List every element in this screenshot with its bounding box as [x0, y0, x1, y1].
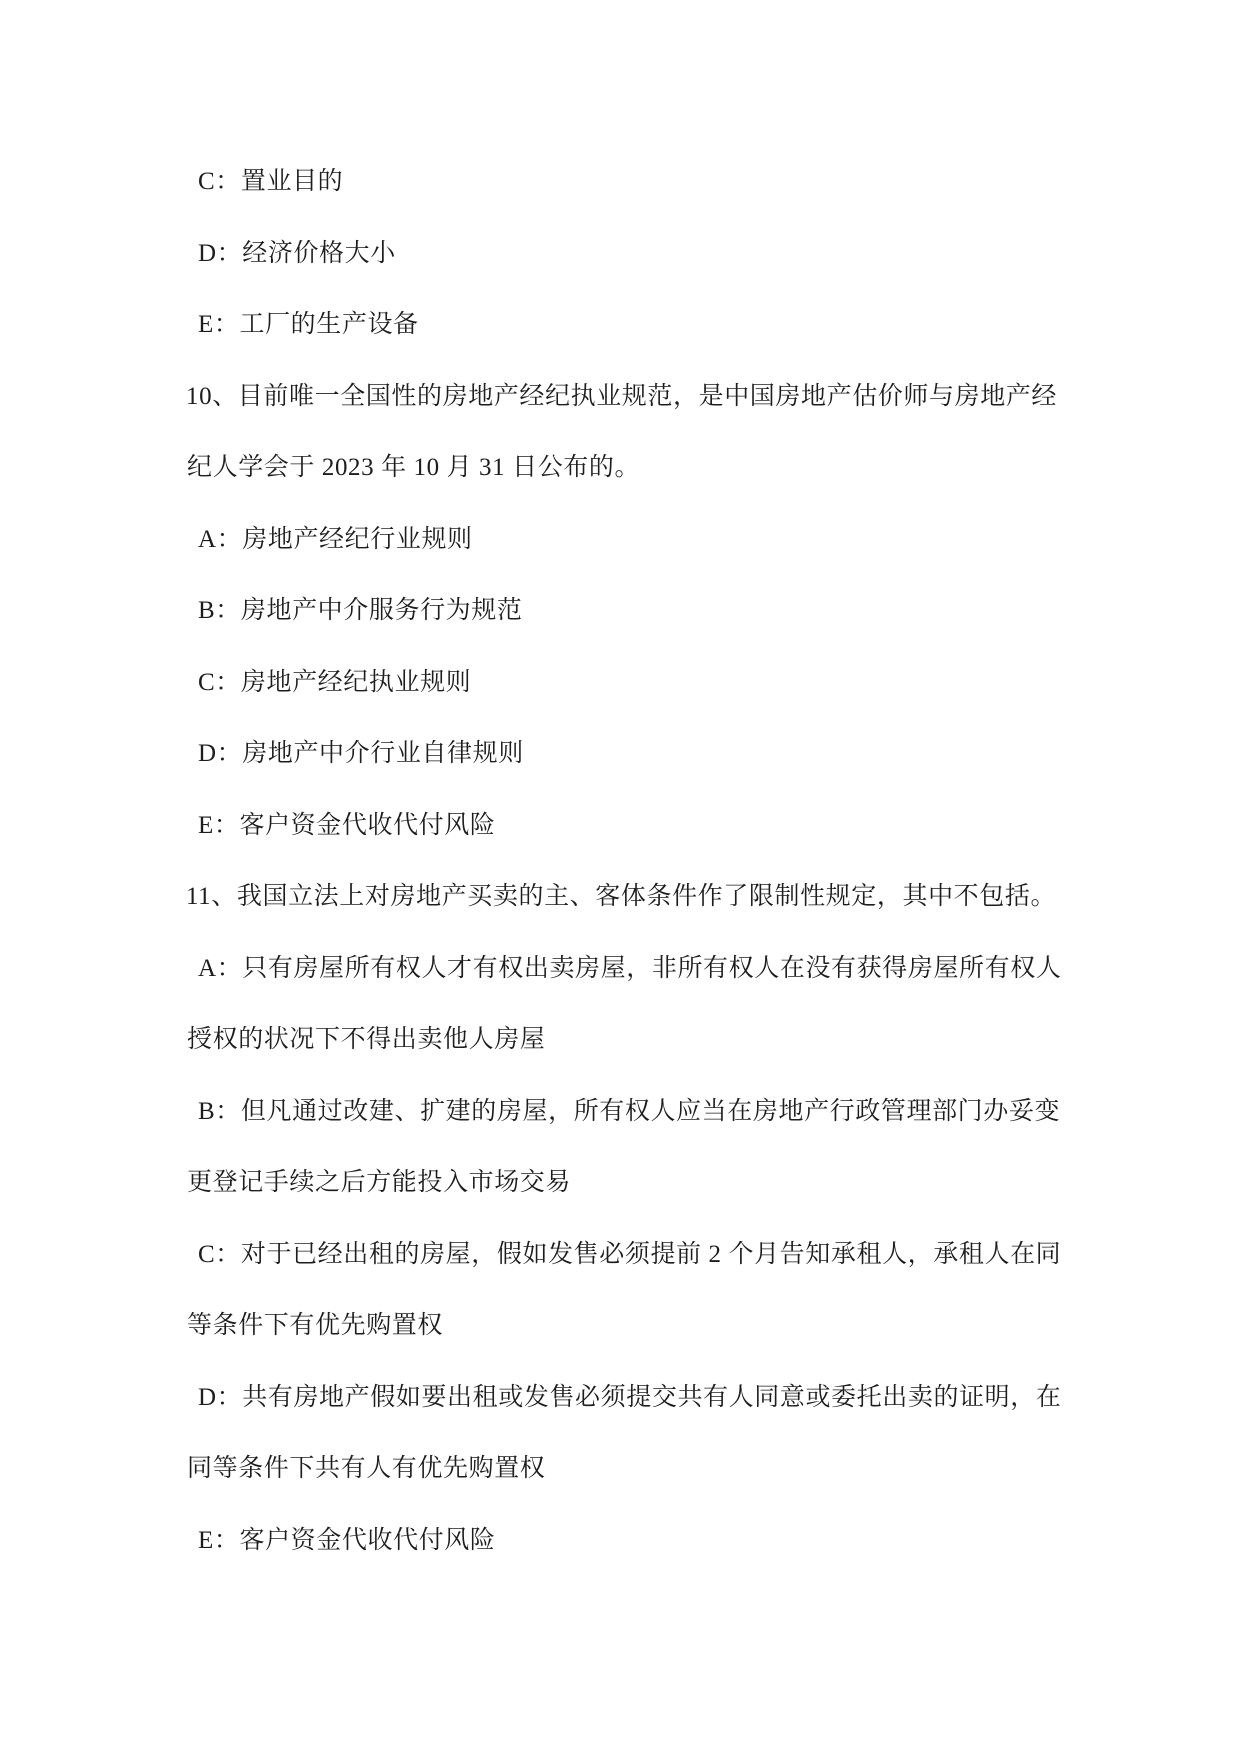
- option-line: B：房地产中介服务行为规范: [198, 597, 523, 624]
- option-line: C：置业目的: [198, 168, 344, 195]
- continuation-line: 纪人学会于 2023 年 10 月 31 日公布的。: [187, 454, 641, 481]
- text-lines: [0, 146, 1240, 1576]
- option-line: A：只有房屋所有权人才有权出卖房屋，非所有权人在没有获得房屋所有权人: [198, 954, 1062, 982]
- option-line: E：工厂的生产设备: [198, 311, 419, 338]
- option-line: C：对于已经出租的房屋，假如发售必须提前 2 个月告知承租人，承租人在同: [198, 1240, 1062, 1268]
- option-line: A：房地产经纪行业规则: [198, 525, 473, 553]
- continuation-line: 授权的状况下不得出卖他人房屋: [187, 1026, 546, 1053]
- continuation-line: 等条件下有优先购置权: [187, 1312, 444, 1339]
- option-line: D：经济价格大小: [198, 239, 396, 267]
- option-line: D：共有房地产假如要出租或发售必须提交共有人同意或委托出卖的证明，在: [198, 1383, 1062, 1411]
- option-line: C：房地产经纪执业规则: [198, 668, 472, 696]
- option-line: B：但凡通过改建、扩建的房屋，所有权人应当在房地产行政管理部门办妥变: [198, 1097, 1061, 1125]
- option-line: D：房地产中介行业自律规则: [198, 740, 524, 767]
- option-line: E：客户资金代收代付风险: [198, 1526, 496, 1554]
- continuation-line: 同等条件下共有人有优先购置权: [187, 1455, 546, 1482]
- continuation-line: 更登记手续之后方能投入市场交易: [187, 1169, 572, 1196]
- question-line: 10、目前唯一全国性的房地产经纪执业规范，是中国房地产估价师与房地产经: [186, 382, 1058, 410]
- question-line: 11、我国立法上对房地产买卖的主、客体条件作了限制性规定，其中不包括。: [186, 883, 1057, 910]
- option-line: E：客户资金代收代付风险: [198, 811, 496, 839]
